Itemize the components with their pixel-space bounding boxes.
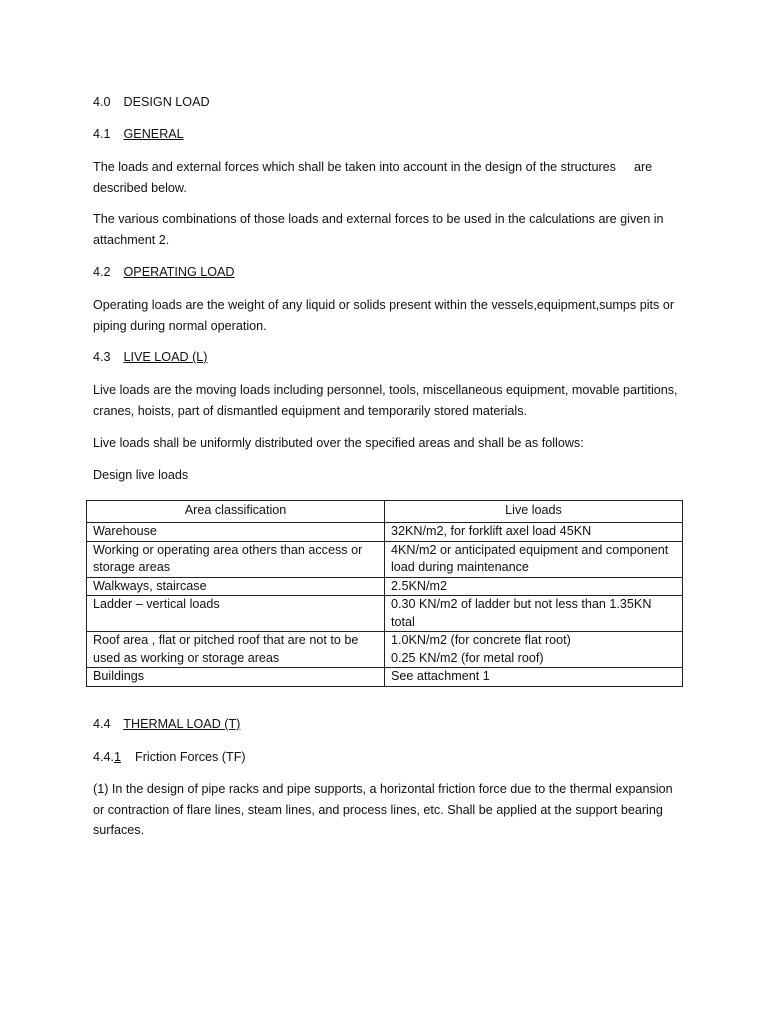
column-header-live-loads: Live loads xyxy=(385,501,683,523)
load-line-1: 1.0KN/m2 (for concrete flat root) xyxy=(391,633,571,647)
section-4-0-heading xyxy=(93,92,680,113)
section-number: 4.2 xyxy=(93,265,111,279)
area-cell: Ladder – vertical loads xyxy=(87,596,385,632)
section-title: LIVE LOAD (L) xyxy=(123,350,208,364)
paragraph-text: The loads and external forces which shall be taken into account in the design of the structures xyxy=(93,160,616,174)
general-paragraph-2: The various combinations of those loads and external forces to be used in the calculations are given in attachment 2. xyxy=(93,212,664,247)
design-live-loads-label: Design live loads xyxy=(93,468,189,482)
area-cell: Buildings xyxy=(87,668,385,687)
area-cell: Warehouse xyxy=(87,523,385,542)
load-cell: 32KN/m2, for forklift axel load 45KN xyxy=(385,523,683,542)
section-number: 4.3 xyxy=(93,350,111,364)
load-cell: See attachment 1 xyxy=(385,668,683,687)
section-4-1-heading xyxy=(93,124,680,145)
paragraph-text-continued: are xyxy=(633,160,653,174)
live-loads-table xyxy=(86,500,683,687)
section-4-4-heading xyxy=(93,714,680,735)
section-4-3-heading xyxy=(93,347,680,368)
load-line-2: 0.25 KN/m2 (for metal roof) xyxy=(391,650,544,665)
live-load-paragraph-2: Live loads shall be uniformly distributed over the specified areas and shall be as follows: xyxy=(93,436,584,450)
live-load-paragraph-1: Live loads are the moving loads including personnel, tools, miscellaneous equipment, movable partitions, cranes, hoists, part of dismantled equipment and temporarily stored materials. xyxy=(93,383,678,418)
load-cell: 0.30 KN/m2 of ladder but not less than 1.35KN total xyxy=(385,596,683,632)
section-4-4-1-heading xyxy=(93,747,680,768)
table-row xyxy=(87,668,683,687)
section-number: 4.0 xyxy=(93,95,111,109)
section-title: THERMAL LOAD (T) xyxy=(123,717,241,731)
section-number: 4.4.1 xyxy=(93,750,122,764)
table-row xyxy=(87,541,683,577)
load-cell xyxy=(385,632,683,668)
area-cell: Walkways, staircase xyxy=(87,577,385,596)
section-title: DESIGN LOAD xyxy=(123,95,210,109)
column-header-area: Area classification xyxy=(87,501,385,523)
section-number: 4.1 xyxy=(93,127,111,141)
area-cell: Roof area , flat or pitched roof that are not to be used as working or storage areas xyxy=(87,632,385,668)
table-header-row xyxy=(87,501,683,523)
general-paragraph-1 xyxy=(93,157,680,198)
area-cell: Working or operating area others than access or storage areas xyxy=(87,541,385,577)
friction-forces-paragraph: (1) In the design of pipe racks and pipe supports, a horizontal friction force due to the thermal expansion or contraction of flare lines, steam lines, and process lines, etc. Shall be applied at the support bearing surfaces. xyxy=(93,782,673,837)
section-number: 4.4 xyxy=(93,717,111,731)
section-title: GENERAL xyxy=(123,127,184,141)
section-title: OPERATING LOAD xyxy=(123,265,235,279)
table-row xyxy=(87,632,683,668)
paragraph-text-end: described below. xyxy=(93,180,187,195)
table-row xyxy=(87,596,683,632)
operating-load-paragraph: Operating loads are the weight of any liquid or solids present within the vessels,equipment,sumps pits or piping during normal operation. xyxy=(93,298,675,333)
load-cell: 2.5KN/m2 xyxy=(385,577,683,596)
section-4-2-heading xyxy=(93,262,680,283)
section-title: Friction Forces (TF) xyxy=(135,750,246,764)
load-cell: 4KN/m2 or anticipated equipment and component load during maintenance xyxy=(385,541,683,577)
table-row xyxy=(87,523,683,542)
table-row xyxy=(87,577,683,596)
